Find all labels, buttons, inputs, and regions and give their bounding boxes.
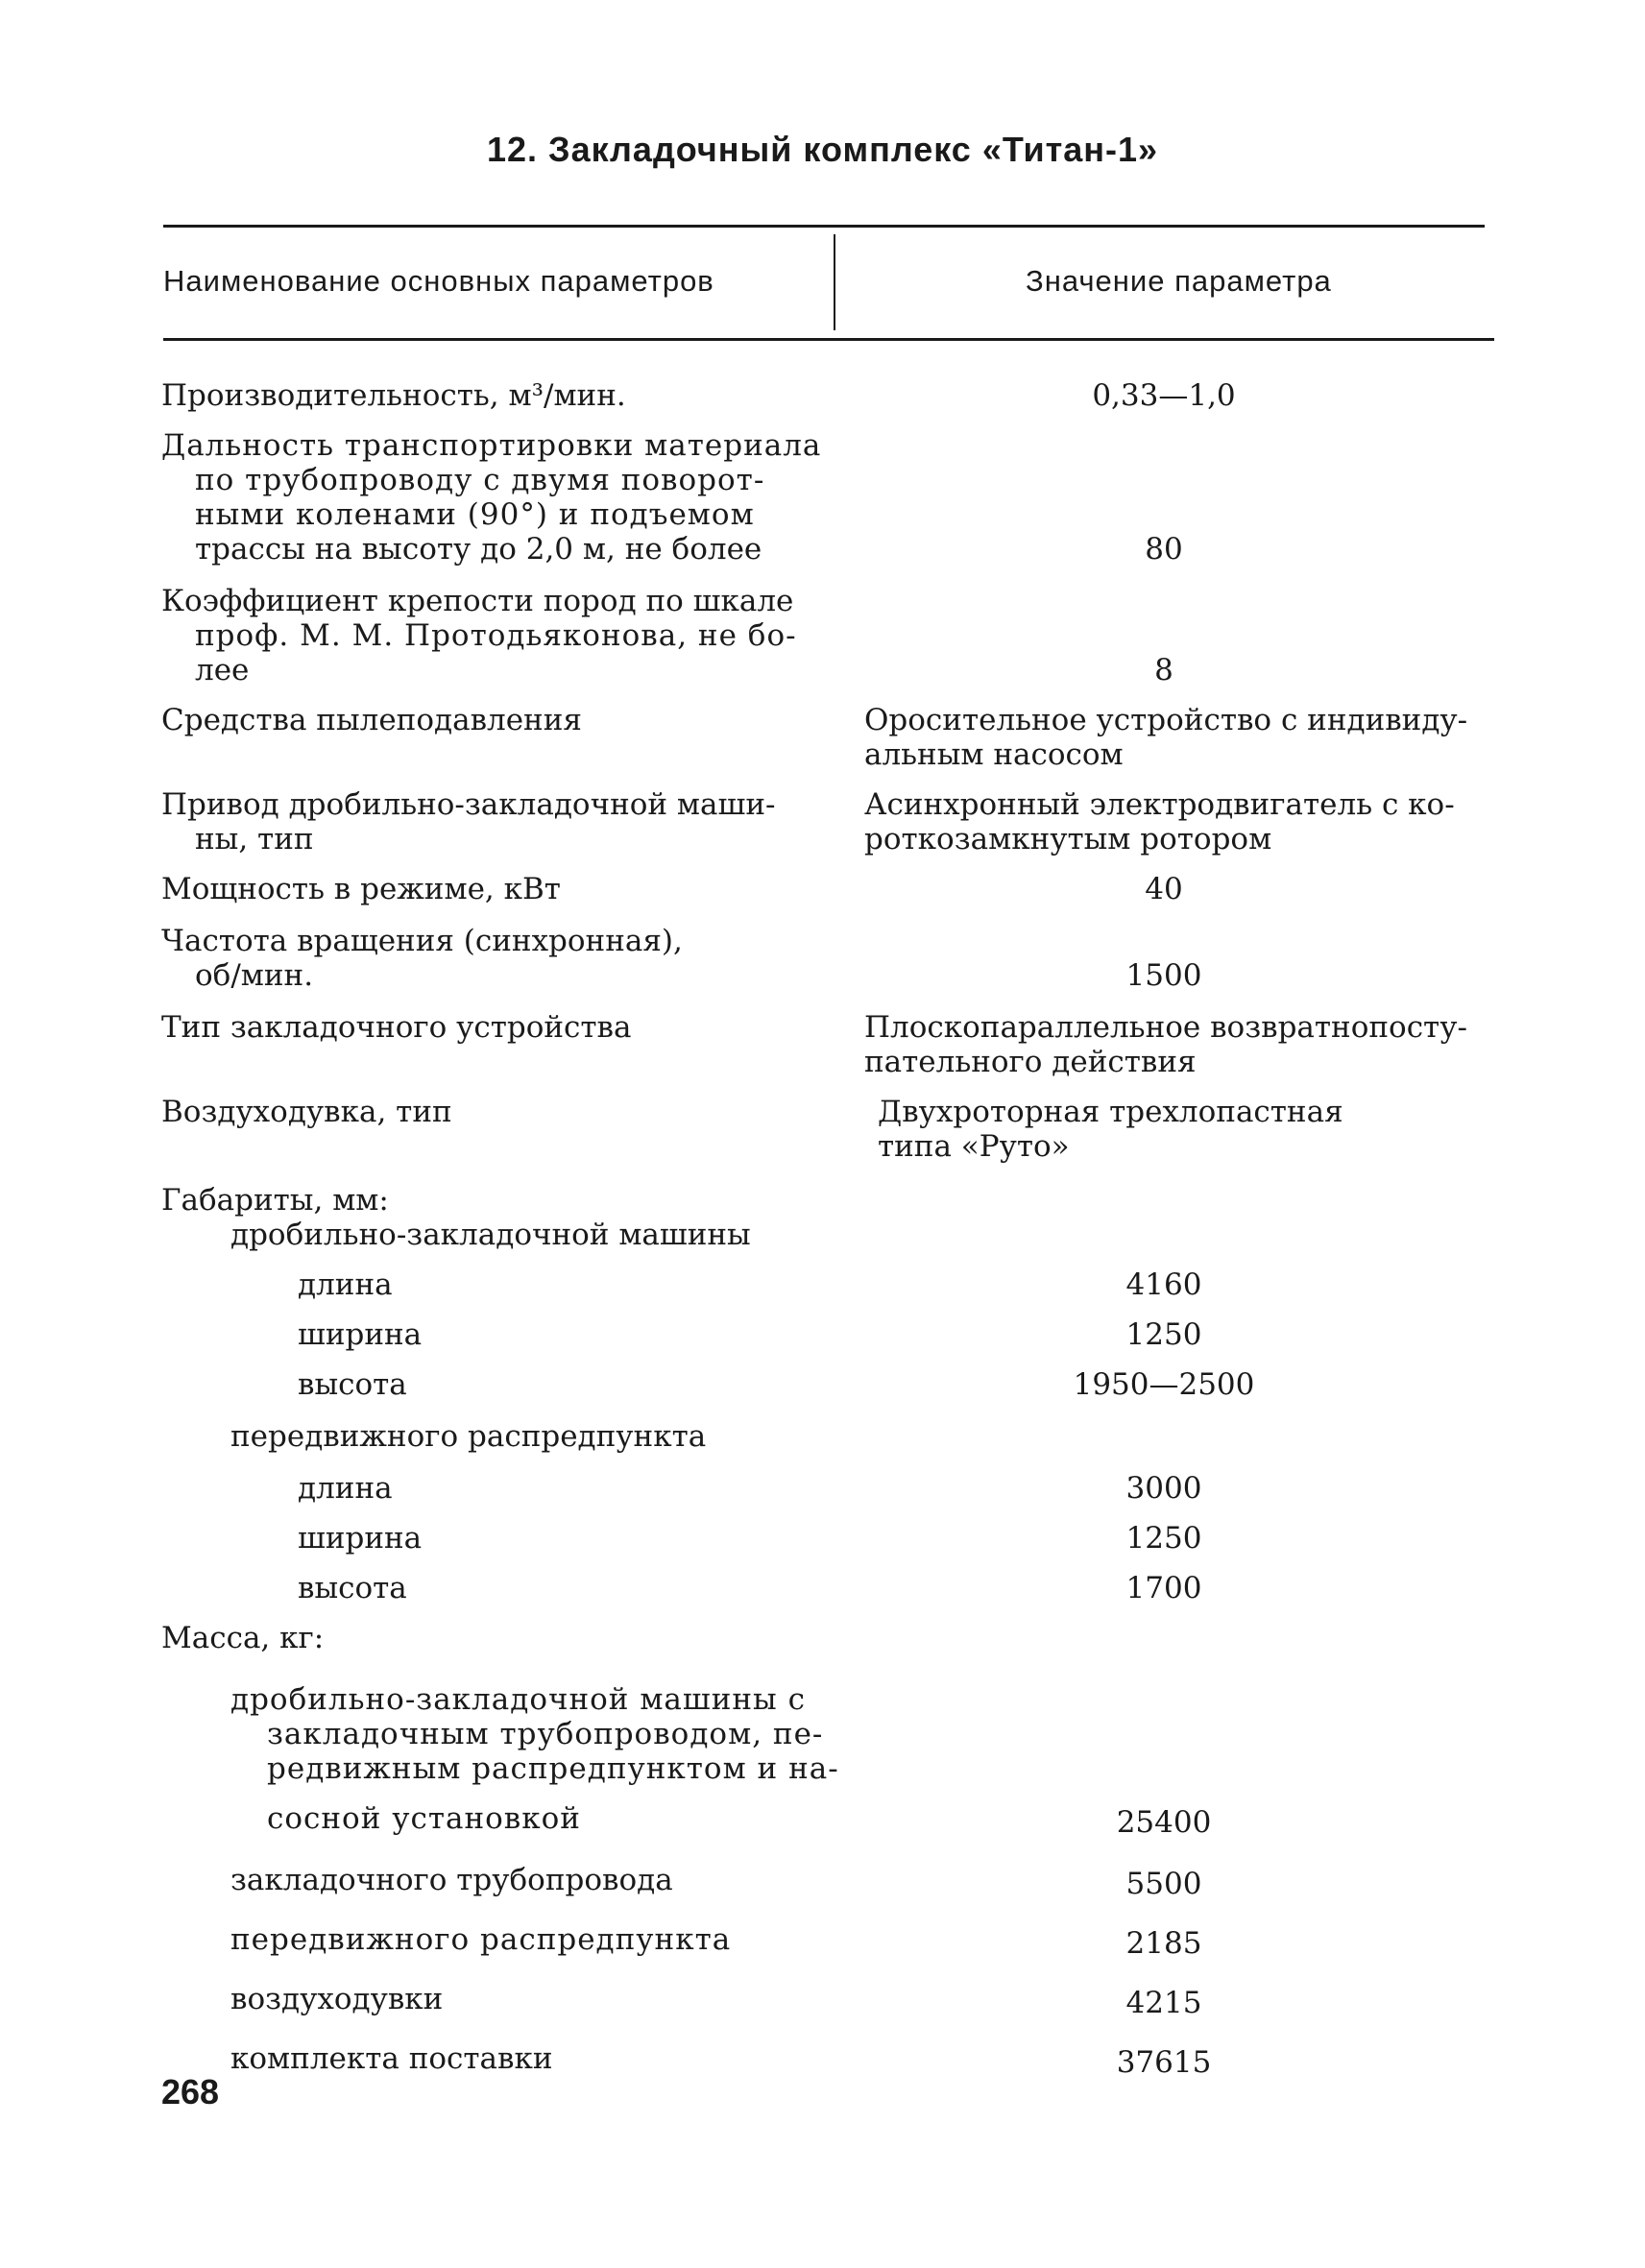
param-hardness-line-2: проф. М. М. Протодьяконова, не бо- <box>195 618 797 653</box>
value-device-type-line-2: пательного действия <box>864 1045 1197 1079</box>
value-drive-line-1: Асинхронный электродвигатель с ко- <box>864 787 1455 822</box>
dim-station-height-value: 1700 <box>1125 1571 1202 1605</box>
mass-station-label: передвижного распредпункта <box>230 1922 732 1957</box>
param-hardness-line-1: Коэффициент крепости пород по шкале <box>161 584 794 618</box>
dim-crusher-width-label: ширина <box>298 1317 423 1352</box>
dim-crusher-length-value: 4160 <box>1125 1267 1202 1302</box>
param-blower: Воздуходувка, тип <box>161 1095 452 1129</box>
mass-full-line-2: закладочным трубопроводом, пе- <box>267 1717 824 1751</box>
mass-pipeline-value: 5500 <box>1125 1867 1202 1901</box>
header-value-column: Значение параметра <box>1026 264 1332 298</box>
param-distance-line-3: ными коленами (90°) и подъемом <box>195 497 755 532</box>
mass-pipeline-label: закладочного трубопровода <box>230 1863 673 1897</box>
value-device-type-line-1: Плоскопараллельное возвратнопосту- <box>864 1010 1467 1045</box>
value-drive-line-2: роткозамкнутым ротором <box>864 822 1272 857</box>
dim-crusher-height-label: высота <box>298 1367 407 1402</box>
dimensions-crusher-label: дробильно-закладочной машины <box>230 1218 751 1252</box>
dim-crusher-height-value: 1950—2500 <box>1073 1367 1255 1402</box>
mass-blower-label: воздуходувки <box>230 1982 444 2016</box>
mass-delivery-value: 37615 <box>1116 2045 1212 2080</box>
param-distance-line-4: трассы на высоту до 2,0 м, не более <box>195 532 762 567</box>
mass-full-line-3: редвижным распредпунктом и на- <box>267 1751 839 1786</box>
value-hardness: 8 <box>1154 653 1173 688</box>
header-column-divider <box>834 234 835 330</box>
mass-full-value: 25400 <box>1116 1805 1212 1840</box>
mass-full-line-4: сосной установкой <box>267 1801 581 1836</box>
mass-full-line-1: дробильно-закладочной машины с <box>230 1682 806 1717</box>
value-rotation: 1500 <box>1125 958 1202 993</box>
dim-station-height-label: высота <box>298 1571 407 1605</box>
value-dust-line-2: альным насосом <box>864 737 1124 772</box>
header-param-column: Наименование основных параметров <box>163 264 714 298</box>
param-rotation-line-2: об/мин. <box>195 958 314 993</box>
mass-delivery-label: комплекта поставки <box>230 2041 553 2076</box>
param-productivity: Производительность, м³/мин. <box>161 378 626 413</box>
table-header-rule <box>163 338 1494 341</box>
table-top-rule <box>163 225 1485 228</box>
param-distance-line-1: Дальность транспортировки материала <box>161 428 822 463</box>
dim-crusher-length-label: длина <box>298 1267 393 1302</box>
param-rotation-line-1: Частота вращения (синхронная), <box>161 924 683 958</box>
mass-blower-value: 4215 <box>1125 1986 1202 2020</box>
value-distance: 80 <box>1145 532 1183 567</box>
mass-station-value: 2185 <box>1125 1926 1202 1961</box>
mass-label: Масса, кг: <box>161 1621 325 1655</box>
param-distance-line-2: по трубопроводу с двумя поворот- <box>195 463 765 497</box>
dim-crusher-width-value: 1250 <box>1125 1317 1202 1352</box>
param-dust: Средства пылеподавления <box>161 703 582 737</box>
document-title: 12. Закладочный комплекс «Титан-1» <box>486 130 1159 169</box>
param-hardness-line-3: лее <box>195 653 250 688</box>
dimensions-station-label: передвижного распредпункта <box>230 1419 707 1454</box>
value-productivity: 0,33—1,0 <box>1092 378 1236 413</box>
value-blower-line-2: типа «Руто» <box>878 1129 1070 1164</box>
page-number: 268 <box>161 2072 220 2111</box>
dim-station-length-label: длина <box>298 1471 393 1506</box>
param-device-type: Тип закладочного устройства <box>161 1010 632 1045</box>
dimensions-label: Габариты, мм: <box>161 1183 389 1218</box>
dim-station-width-value: 1250 <box>1125 1521 1202 1556</box>
param-drive-line-1: Привод дробильно-закладочной маши- <box>161 787 776 822</box>
param-power: Мощность в режиме, кВт <box>161 872 561 906</box>
param-drive-line-2: ны, тип <box>195 822 314 857</box>
dim-station-width-label: ширина <box>298 1521 423 1556</box>
dim-station-length-value: 3000 <box>1125 1471 1202 1506</box>
value-dust-line-1: Оросительное устройство с индивиду- <box>864 703 1468 737</box>
value-power: 40 <box>1145 872 1183 906</box>
value-blower-line-1: Двухроторная трехлопастная <box>878 1095 1343 1129</box>
